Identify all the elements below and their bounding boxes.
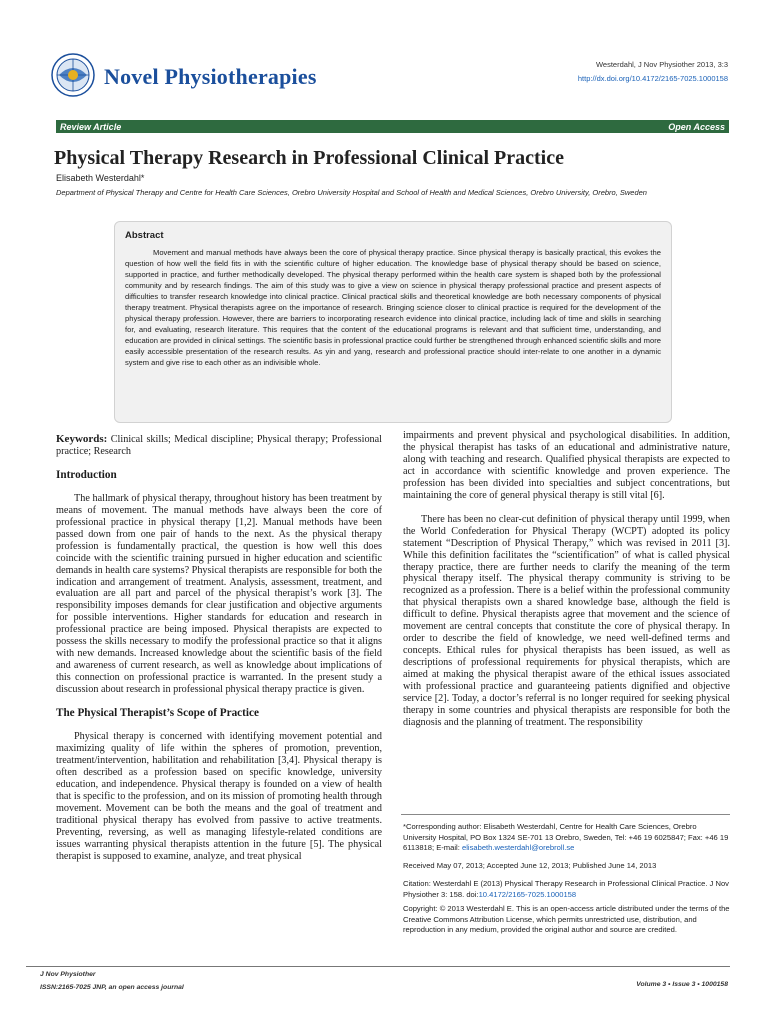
article-type-bar xyxy=(56,120,729,133)
article-title: Physical Therapy Research in Professional Clinical Practice xyxy=(54,147,564,169)
corresponding-author-note xyxy=(403,822,730,854)
introduction-heading: Introduction xyxy=(56,468,117,481)
footnote-divider xyxy=(401,814,730,815)
abstract-heading: Abstract xyxy=(125,230,164,241)
footer-journal: J Nov Physiother xyxy=(40,971,96,978)
introduction-paragraph: The hallmark of physical therapy, throughout history has been treatment by means of movement. The manual methods have always been the core of professional practice in physical therapy [1,2]. Manual methods have been passed down from one pair of hands to the next. As the physical therapy profession is fundamentally practical, the question is how well this does coincide with the scientific training pursued in higher education and scientific demands in health care systems? Physical therapists are responsible for both the indication and arrangement of treatment. Analysis, assessment, treatment, and evaluation are all part and parcel of the physical therapist’s work [3]. The responsibility imposes demands for clear justification and objective arguments for possible interventions. Higher standards for education and research in professional practice are being imposed. Physical therapists are expected to possess the skills necessary to modify the professional practice so that it aligns with new demands. Increased knowledge about the scientific basis of the field and awareness of current research, as well as knowledge about implications of this connection on professional practice is warranted. In the present study a discussion about research in professional physical therapy practice is given. xyxy=(56,492,382,696)
right-paragraph-2: There has been no clear-cut definition of physical therapy until 1999, when the World Confederation for Physical Therapy (WCPT) adopted its policy statement “Description of Physical Therapy,” which was revised in 2011 [3]. While this definition facilitates the “scientification” of what is called physical therapy practice, there are further needs to clarify the meaning of the term physical therapy itself. The physical therapy community is striving to be recognized as a profession. There is a belief within the professional community that physical therapists own a shared knowledge base, although the field is difficult to define. Physical therapists agree that movement and the science of movement are central concepts that constitute the core of physical therapy. In order to describe the field of knowledge, we need well-defined terms and concepts. Ethical rules for physical therapists has been issued, as well as descriptions of professional requirements for physical therapists, which are aimed at making the physical therapist aware of the ethical issues associated with professional practice and guaranteeing patients dignified and objective service [2]. Today, a doctor’s referral is no longer required for seeking physical therapy in some countries and physical therapists are responsible for both the diagnosis and the planning of treatment. The responsibility xyxy=(403,513,730,728)
keywords-label: Keywords: xyxy=(56,433,108,445)
citation-text: Citation: Westerdahl E (2013) Physical Therapy Research in Professional Clinical Practice. J Nov Physiother 3: 158. doi: xyxy=(403,879,729,899)
journal-name: Novel Physiotherapies xyxy=(104,64,317,89)
abstract-text: Movement and manual methods have always been the core of physical therapy practice. Since physical therapy is basically practical, this evokes the question of how well the field fits in with the scientific culture of higher education. The knowledge base of physical therapy should be based on science, supported in practice, and further methodically developed. The physical therapy performed within the health care system is shaped both by the professional community and by research findings. The aim of this study was to give a view on science in physical therapy professional practice and present aspects of difficulties to transfer research knowledge into clinical practice. Clinical practical skills and theoretical knowledge are both necessary components of physical therapy treatment. Physical therapists agree on the importance of research. Bringing science closer to clinical practice is required for the development of the physical therapy profession. However, there are barriers to incorporating research evidence into clinical practice, including lack of time and skills in searching for, and evaluating, research literature. This requires that the content of the educational programs is relevant and that sufficient time, understanding, and education are provided in clinical settings. The scientific basis in professional practice could further be strengthened through enhanced scientific skills and more easily accessible presentation of the research results. As yin and yang, research and professional practice should inter-relate to one another in a dynamic system and give rise to each other as an indivisible whole. xyxy=(125,248,661,368)
left-column xyxy=(56,434,382,863)
right-column xyxy=(403,430,730,729)
open-access-label: Open Access xyxy=(668,121,725,132)
corresponding-text: *Corresponding author: Elisabeth Westerdahl, Centre for Health Care Sciences, Orebro University Hospital, PO Box 1324 SE-701 13 Orebro, Sweden, Tel: +46 19 6025847; Fax: +46 19 6113818; E-mail: xyxy=(403,822,729,853)
scope-heading: The Physical Therapist’s Scope of Practice xyxy=(56,707,259,720)
article-type-label: Review Article xyxy=(60,121,122,132)
footer-divider xyxy=(26,966,730,967)
citation-line: Westerdahl, J Nov Physiother 2013, 3:3 xyxy=(595,60,728,69)
scope-paragraph: Physical therapy is concerned with identifying movement potential and maximizing quality of life within the spheres of promotion, prevention, treatment/intervention, habilitation and rehabilitation [3,4]. Physical therapy is often described as a profession based on specific knowledge, university education, and independence. Physical therapy is founded on a view of health that is specific to the profession, and on its mission of promoting health through movement. Movement can be both the means and the goal of treatment and traditional physical therapy has evolved from passive to active treatments. Preventing, reversing, as well as managing lifestyle-related conditions are issues warranting physical therapists attention in the future [5]. The physical therapist is supposed to examine, analyze, and treat physical xyxy=(56,731,382,862)
dates-note: Received May 07, 2013; Accepted June 12, 2013; Published June 14, 2013 xyxy=(403,861,657,870)
footer-volume: Volume 3 • Issue 3 • 1000158 xyxy=(636,981,728,988)
footer-left xyxy=(40,968,184,994)
journal-logo-icon xyxy=(50,52,96,98)
citation-doi-link[interactable]: 10.4172/2165-7025.1000158 xyxy=(478,889,577,899)
keywords xyxy=(56,434,382,458)
author-name: Elisabeth Westerdahl* xyxy=(56,173,145,183)
abstract-box xyxy=(114,221,672,423)
email-link[interactable]: elisabeth.westerdahl@orebroll.se xyxy=(461,843,575,853)
citation-header xyxy=(578,58,728,86)
right-paragraph-1: impairments and prevent physical and psychological disabilities. In addition, the physical therapist has tasks of an educational and administrative nature, along with teaching and research. Qualified physical therapists are expected to act in accordance with scientific knowledge and proven experience. The profession has been divided into specialties and subject concentrations, but maintaining the core of general physical therapy is still vital [6]. xyxy=(403,430,730,501)
footer-issn: ISSN:2165-7025 JNP, an open access journal xyxy=(40,984,184,991)
doi-link[interactable]: http://dx.doi.org/10.4172/2165-7025.1000158 xyxy=(577,74,728,83)
keywords-text: Clinical skills; Medical discipline; Physical therapy; Professional practice; Research xyxy=(56,434,383,457)
author-affiliation: Department of Physical Therapy and Centre for Health Care Sciences, Orebro University Hospital and School of Health and Medical Sciences, Orebro University, Orebro, Sweden xyxy=(56,188,647,197)
copyright-note: Copyright: © 2013 Westerdahl E. This is an open-access article distributed under the terms of the Creative Commons Attribution License, which permits unrestricted use, distribution, and reproduction in any medium, provided the original author and source are credited. xyxy=(403,904,730,935)
citation-note xyxy=(403,879,730,900)
